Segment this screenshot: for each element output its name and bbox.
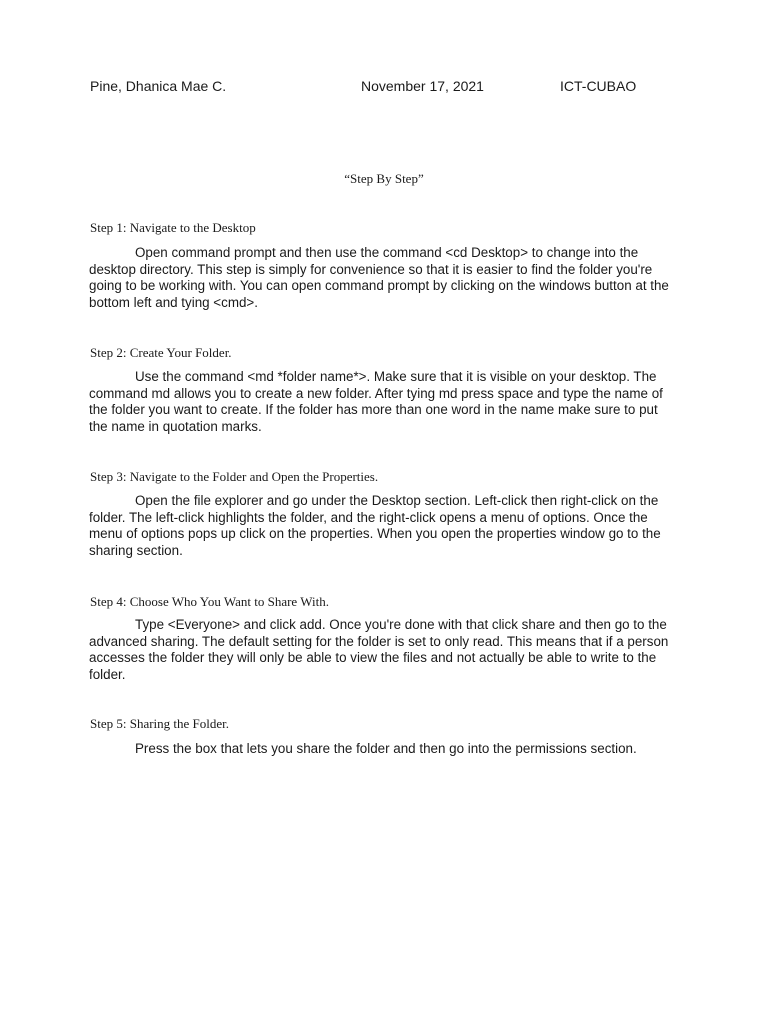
document-title: “Step By Step” <box>344 171 424 186</box>
step-3-body: Open the file explorer and go under the Desktop section. Left-click then right-click on the folder. The left-click highlights the folder, and the right-click opens a menu of options. Once the menu of options pops up click on the properties. When you open the properties window go to the sharing section. <box>89 493 661 558</box>
step-4-body: Type <Everyone> and click add. Once you're done with that click share and then go to the advanced sharing. The default setting for the folder is set to only read. This means that if a person accesses the folder they will only be able to view the files and not actually be able to write to the folder. <box>89 617 669 682</box>
step-4-heading: Step 4: Choose Who You Want to Share With. <box>90 594 329 609</box>
document-date: November 17, 2021 <box>361 78 484 94</box>
step-5-heading: Step 5: Sharing the Folder. <box>90 716 230 731</box>
class-section: ICT-CUBAO <box>560 78 637 94</box>
document-header <box>90 78 690 98</box>
step-2-heading: Step 2: Create Your Folder. <box>90 345 232 360</box>
step-1-body: Open command prompt and then use the command <cd Desktop> to change into the desktop directory. This step is simply for convenience so that it is easier to find the folder you're going to be working with. You can open command prompt by clicking on the windows button at the bottom left and tying <cmd>. <box>89 245 669 310</box>
step-1-heading: Step 1: Navigate to the Desktop <box>90 220 256 235</box>
step-5-body: Press the box that lets you share the folder and then go into the permissions section. <box>135 741 637 756</box>
author-name: Pine, Dhanica Mae C. <box>90 78 227 94</box>
step-2-body: Use the command <md *folder name*>. Make sure that it is visible on your desktop. The command md allows you to create a new folder. After tying md press space and type the name of the folder you want to create. If the folder has more than one word in the name make sure to put the name in quotation marks. <box>89 369 663 434</box>
step-3-heading: Step 3: Navigate to the Folder and Open the Properties. <box>90 469 379 484</box>
